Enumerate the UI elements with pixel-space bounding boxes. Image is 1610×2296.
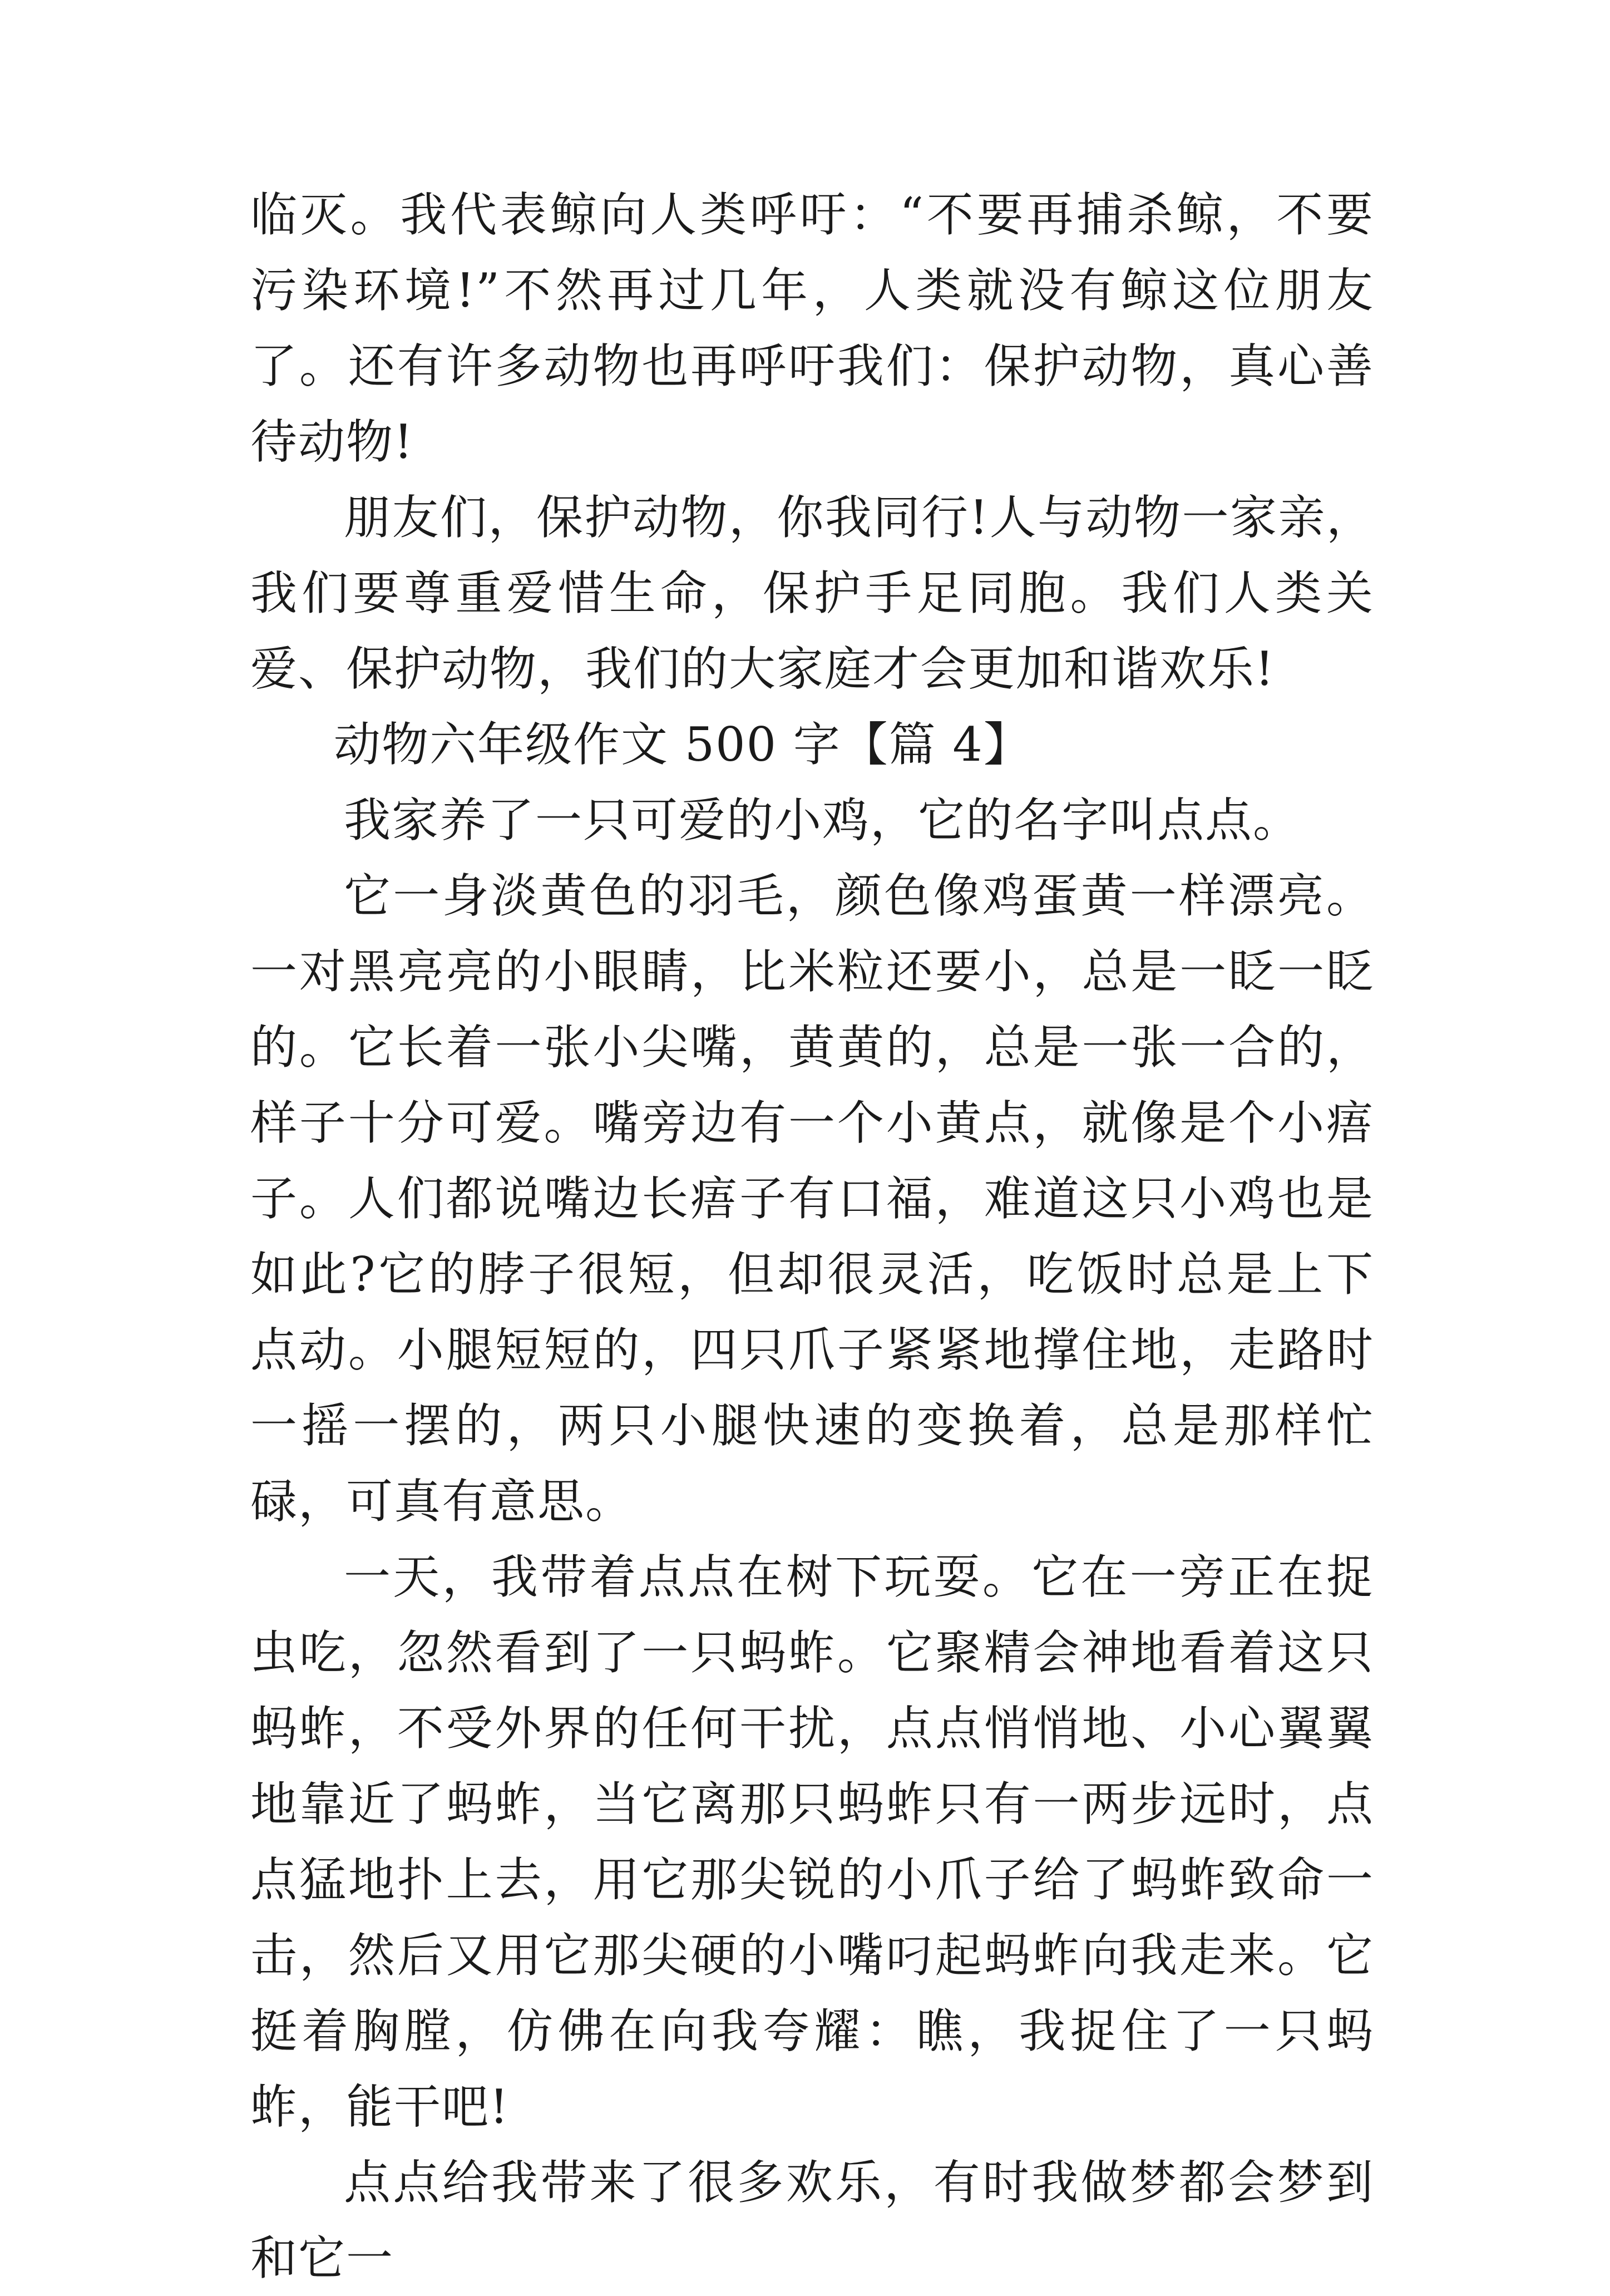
- paragraph-intro-chick: 我家养了一只可爱的小鸡，它的名字叫点点。: [344, 793, 1301, 848]
- section-heading: 动物六年级作文 500 字【篇 4】: [334, 717, 1031, 772]
- paragraph-chick-hunting: 一天，我带着点点在树下玩耍。它在一旁正在捉虫吃，忽然看到了一只蚂蚱。它聚精会神地看着这只蚂蚱，不受外界的任何干扰，点点悄悄地、小心翼翼地靠近了蚂蚱，当它离那只蚂蚱只有一两步远时，点点猛地扑上去，用它那尖锐的小爪子给了蚂蚱致命一击，然后又用它那尖硬的小嘴叼起蚂蚱向我走来。它挺着胸膛，仿佛在向我夸耀：瞧，我捉住了一只蚂蚱，能干吧!: [250, 1550, 1374, 2134]
- paragraph-whale-appeal: 临灭。我代表鲸向人类呼吁：“不要再捕杀鲸，不要污染环境!”不然再过几年，人类就没有鲸这位朋友了。还有许多动物也再呼吁我们：保护动物，真心善待动物!: [250, 188, 1374, 469]
- paragraph-protect-animals: 朋友们，保护动物，你我同行!人与动物一家亲，我们要尊重爱惜生命，保护手足同胞。我们人类关爱、保护动物，我们的大家庭才会更加和谐欢乐!: [250, 490, 1374, 696]
- paragraph-chick-appearance: 它一身淡黄色的羽毛，颜色像鸡蛋黄一样漂亮。一对黑亮亮的小眼睛，比米粒还要小，总是一眨一眨的。它长着一张小尖嘴，黄黄的，总是一张一合的，样子十分可爱。嘴旁边有一个小黄点，就像是个小痦子。人们都说嘴边长痦子有口福，难道这只小鸡也是如此?它的脖子很短，但却很灵活，吃饭时总是上下点动。小腿短短的，四只爪子紧紧地撑住地，走路时一摇一摆的，两只小腿快速的变换着，总是那样忙碌，可真有意思。: [250, 869, 1374, 1529]
- paragraph-chick-joy: 点点给我带来了很多欢乐，有时我做梦都会梦到和它一: [250, 2155, 1374, 2285]
- document-body: [250, 177, 1374, 2296]
